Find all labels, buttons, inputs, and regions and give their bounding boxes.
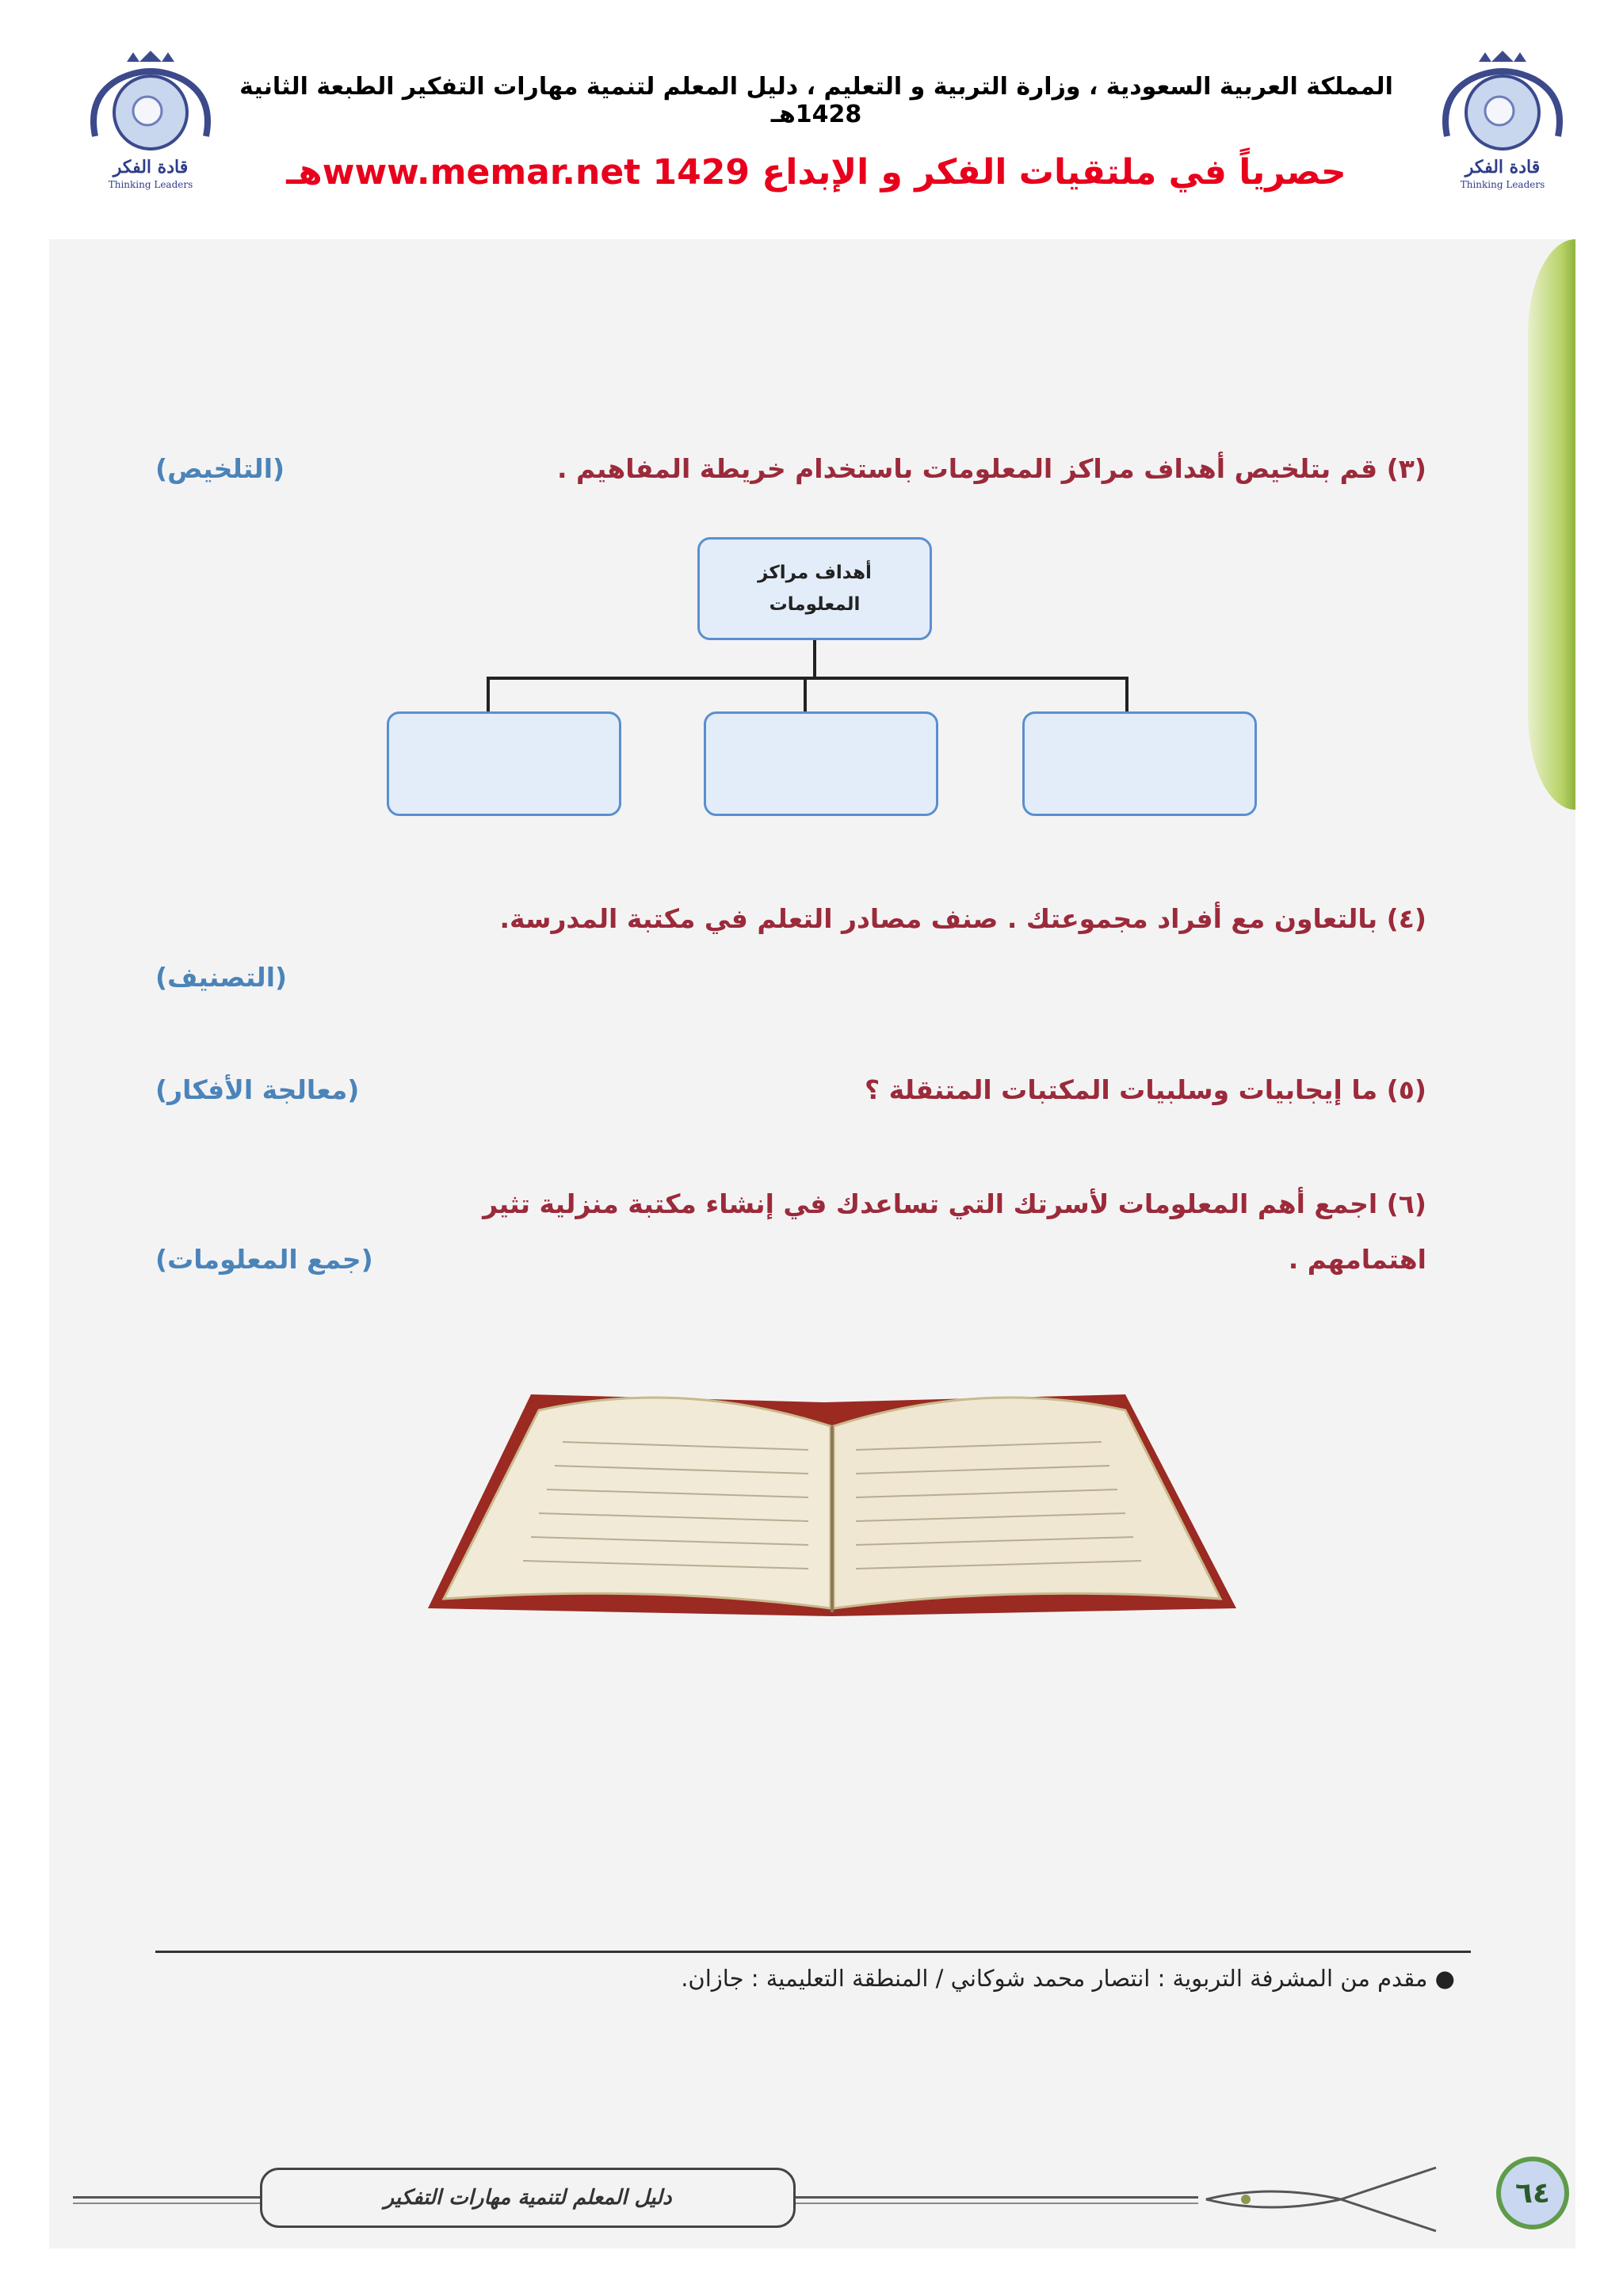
skill-tag-process-ideas: (معالجة الأفكار)	[155, 1074, 360, 1105]
footer-rule	[155, 1951, 1471, 1953]
logo-subtitle: Thinking Leaders	[108, 179, 193, 190]
logo-right	[1423, 49, 1582, 192]
banner-title: دليل المعلم لتنمية مهارات التفكير	[384, 2186, 672, 2210]
skill-tag-classify: (التصنيف)	[155, 962, 288, 993]
skill-tag-summarize: (التلخيص)	[155, 453, 285, 484]
concept-map-child-left[interactable]	[387, 711, 621, 816]
page-number: ٦٤	[1515, 2176, 1550, 2210]
connector-left	[487, 677, 490, 713]
logo-caption: قادة الفكر	[113, 157, 189, 177]
logo-subtitle: Thinking Leaders	[1460, 179, 1545, 190]
concept-map-child-middle[interactable]	[704, 711, 938, 816]
question-5: (٥) ما إيجابيات وسلبيات المكتبات المتنقلة ؟	[865, 1074, 1426, 1105]
header-subtitle: حصرياً في ملتقيات الفكر و الإبداع www.memar.net 1429هـ	[286, 152, 1346, 193]
question-6-line2: اهتمامهم .	[1288, 1244, 1426, 1275]
page-number-badge	[1496, 2157, 1569, 2229]
skill-tag-gather-info: (جمع المعلومات)	[155, 1244, 373, 1275]
bottom-banner	[49, 2149, 1575, 2248]
ornament-icon	[1198, 2160, 1460, 2239]
concept-map-child-right[interactable]	[1022, 711, 1257, 816]
concept-map-root-label: أهداف مراكز المعلومات	[758, 563, 872, 615]
footer-credit: ● مقدم من المشرفة التربوية : انتصار محمد شوكاني / المنطقة التعليمية : جازان.	[681, 1965, 1455, 1992]
logo-left	[71, 49, 230, 192]
concept-map-root	[697, 537, 932, 640]
connector-right	[1125, 677, 1128, 713]
connector-horizontal	[487, 677, 1128, 680]
question-4: (٤) بالتعاون مع أفراد مجموعتك . صنف مصادر التعلم في مكتبة المدرسة.	[499, 903, 1426, 934]
connector-vertical-root	[813, 640, 816, 678]
green-side-tab	[1528, 239, 1575, 810]
connector-middle	[804, 677, 807, 713]
open-book-image	[412, 1347, 1252, 1632]
header-title: المملكة العربية السعودية ، وزارة التربية و التعليم ، دليل المعلم لتنمية مهارات التفكير الطبعة الثانية 1428هـ	[239, 73, 1393, 128]
question-3: (٣) قم بتلخيص أهداف مراكز المعلومات باستخدام خريطة المفاهيم .	[557, 453, 1426, 484]
banner-title-frame	[260, 2168, 796, 2228]
question-6-line1: (٦) اجمع أهم المعلومات لأسرتك التي تساعدك في إنشاء مكتبة منزلية تثير	[483, 1188, 1426, 1219]
logo-caption: قادة الفكر	[1465, 157, 1541, 177]
